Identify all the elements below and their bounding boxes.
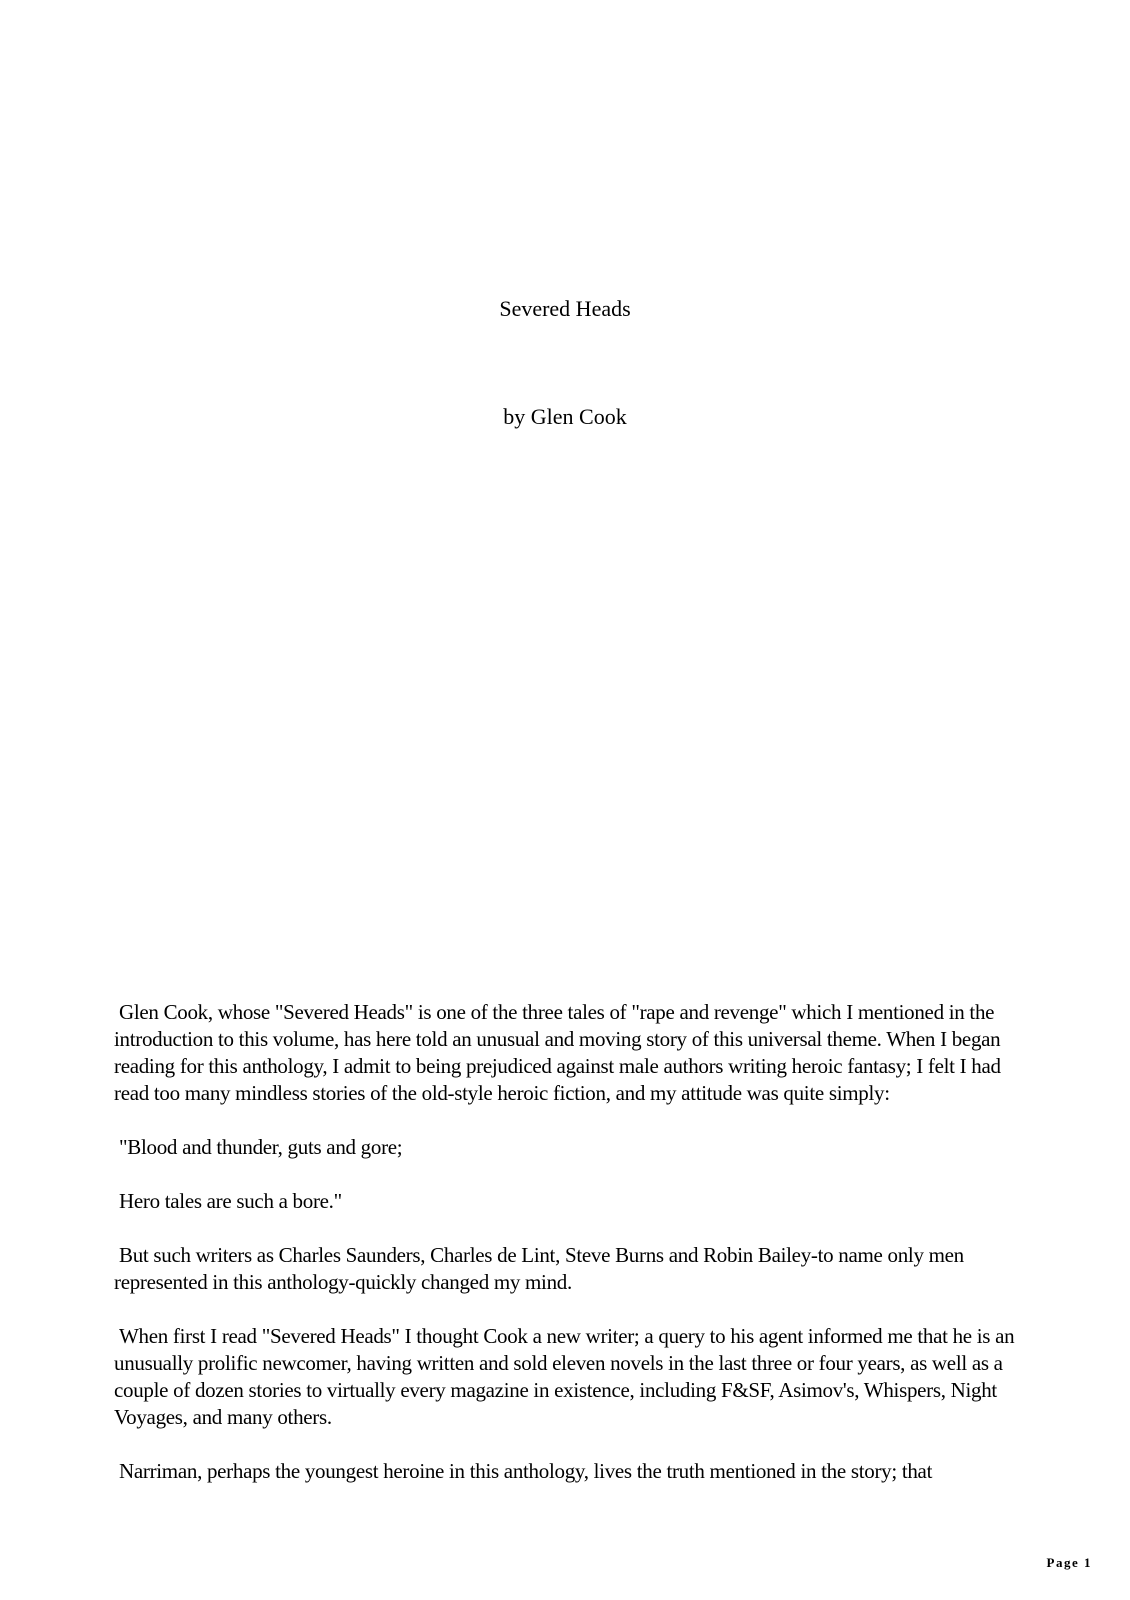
paragraph-intro: Glen Cook, whose "Severed Heads" is one of the three tales of "rape and revenge" which I mentioned in the introduction to this volume, has here told an unusual and moving story of this universal theme. When I began reading for this anthology, I admit to being prejudiced against male authors writing heroic fantasy; I felt I had read too many mindless stories of the old-style heroic fiction, and my attitude was quite simply: (114, 1000, 1001, 1105)
paragraph-verse-line-1: "Blood and thunder, guts and gore; (119, 1135, 403, 1159)
story-title: Severed Heads (499, 296, 631, 321)
page-number: Page 1 (1046, 1555, 1092, 1570)
paragraph-narriman: Narriman, perhaps the youngest heroine in this anthology, lives the truth mentioned in the story; that (119, 1459, 933, 1483)
body-text (114, 999, 1024, 1512)
paragraph-first-read: When first I read "Severed Heads" I thought Cook a new writer; a query to his agent informed me that he is an unusually prolific newcomer, having written and sold eleven novels in the last three or four years, as well as a couple of dozen stories to virtually every magazine in existence, including F&SF, Asimov's, Whispers, Night Voyages, and many others. (114, 1324, 1015, 1429)
paragraph-verse-line-2: Hero tales are such a bore." (119, 1189, 342, 1213)
author-byline: by Glen Cook (503, 404, 627, 429)
paragraph-writers: But such writers as Charles Saunders, Charles de Lint, Steve Burns and Robin Bailey-to name only men represented in this anthology-quickly changed my mind. (114, 1243, 964, 1294)
